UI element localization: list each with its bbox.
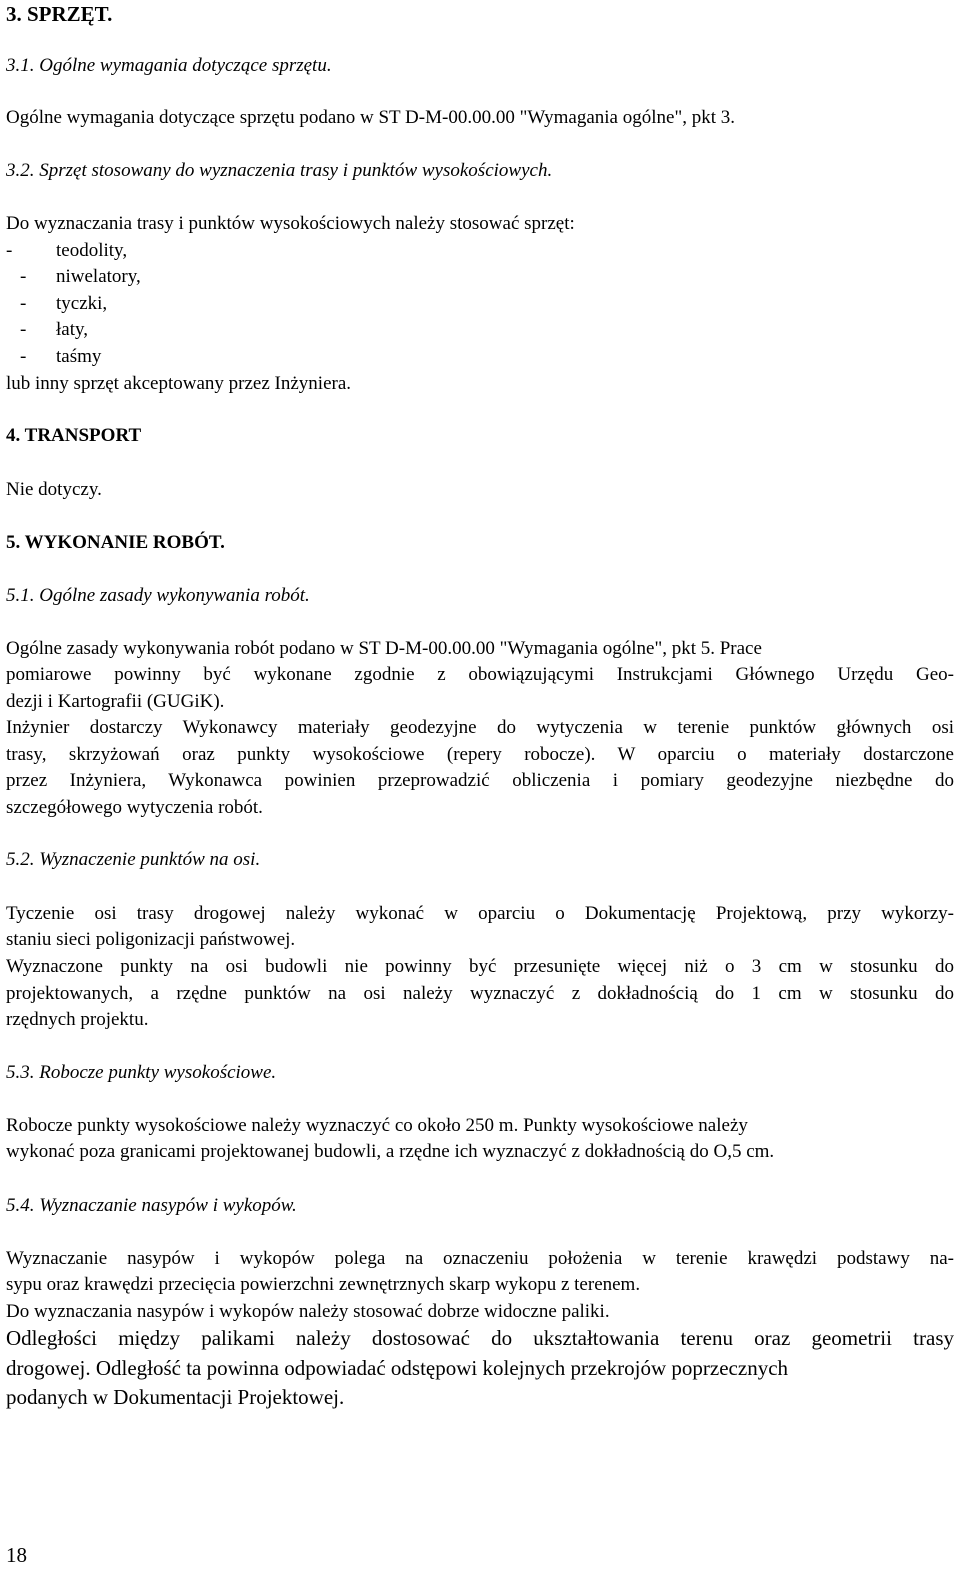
text-line: pomiarowe powinny być wykonane zgodnie z obowiązującymi Instrukcjami Głównego Urzędu Geo- (6, 664, 954, 685)
subsection-heading-5-4: 5.4. Wyznaczanie nasypów i wykopów. (6, 1195, 297, 1216)
list-dash: - (20, 346, 27, 367)
text-line: Wyznaczone punkty na osi budowli nie powinny być przesunięte więcej niż o 3 cm w stosunku do (6, 956, 954, 977)
list-item: niwelatory, (56, 266, 141, 287)
list-dash: - (20, 319, 27, 340)
text-line: Odległości między palikami należy dostosować do ukształtowania terenu oraz geometrii trasy (6, 1326, 954, 1350)
text-line: projektowanych, a rzędne punktów na osi należy wyznaczyć z dokładnością do 1 cm w stosunku do (6, 983, 954, 1004)
text-line: podanych w Dokumentacji Projektowej. (6, 1385, 345, 1409)
section-heading-5: 5. WYKONANIE ROBÓT. (6, 532, 225, 553)
subsection-heading-5-3: 5.3. Robocze punkty wysokościowe. (6, 1062, 277, 1083)
section-heading-3: 3. SPRZĘT. (6, 2, 113, 26)
text-line: staniu sieci poligonizacji państwowej. (6, 929, 296, 950)
list-dash: - (20, 293, 27, 314)
text-line: dezji i Kartografii (GUGiK). (6, 691, 225, 712)
subsection-heading-5-2: 5.2. Wyznaczenie punktów na osi. (6, 849, 261, 870)
list-item: łaty, (56, 319, 89, 340)
subsection-heading-5-1: 5.1. Ogólne zasady wykonywania robót. (6, 585, 310, 606)
subsection-heading-3-1: 3.1. Ogólne wymagania dotyczące sprzętu. (6, 55, 332, 76)
paragraph-3-2-outro: lub inny sprzęt akceptowany przez Inżyniera. (6, 373, 352, 394)
section-heading-4: 4. TRANSPORT (6, 425, 142, 446)
text-line: trasy, skrzyżowań oraz punkty wysokościowe (repery robocze). W oparciu o materiały dostarczone (6, 744, 954, 765)
list-item: teodolity, (56, 240, 128, 261)
list-item: tyczki, (56, 293, 108, 314)
text-line: drogowej. Odległość ta powinna odpowiadać odstępowi kolejnych przekrojów poprzecznych (6, 1356, 789, 1380)
subsection-heading-3-2: 3.2. Sprzęt stosowany do wyznaczenia trasy i punktów wysokościowych. (6, 160, 553, 181)
text-line: Inżynier dostarczy Wykonawcy materiały geodezyjne do wytyczenia w terenie punktów głównych osi (6, 717, 954, 738)
text-line: Wyznaczanie nasypów i wykopów polega na oznaczeniu położenia w terenie krawędzi podstawy na- (6, 1248, 954, 1269)
list-dash: - (6, 240, 13, 261)
paragraph-3-1: Ogólne wymagania dotyczące sprzętu podano w ST D-M-00.00.00 "Wymagania ogólne", pkt 3. (6, 107, 735, 128)
text-line: wykonać poza granicami projektowanej budowli, a rzędne ich wyznaczyć z dokładnością do O,5 cm. (6, 1141, 775, 1162)
text-line: rzędnych projektu. (6, 1009, 149, 1030)
text-line: Robocze punkty wysokościowe należy wyznaczyć co około 250 m. Punkty wysokościowe należy (6, 1115, 748, 1136)
text-line: przez Inżyniera, Wykonawca powinien przeprowadzić obliczenia i pomiary geodezyjne niezbędne do (6, 770, 954, 791)
list-item: taśmy (56, 346, 102, 367)
text-line: Ogólne zasady wykonywania robót podano w ST D-M-00.00.00 "Wymagania ogólne", pkt 5. Prace (6, 638, 762, 659)
page-number: 18 (6, 1543, 27, 1567)
text-line: Do wyznaczania nasypów i wykopów należy stosować dobrze widoczne paliki. (6, 1301, 610, 1322)
text-line: Tyczenie osi trasy drogowej należy wykonać w oparciu o Dokumentację Projektową, przy wykorzy- (6, 903, 954, 924)
list-dash: - (20, 266, 27, 287)
text-line: szczegółowego wytyczenia robót. (6, 797, 263, 818)
text-line: sypu oraz krawędzi przecięcia powierzchni zewnętrznych skarp wykopu z terenem. (6, 1274, 641, 1295)
paragraph-4: Nie dotyczy. (6, 479, 102, 500)
paragraph-3-2-intro: Do wyznaczania trasy i punktów wysokościowych należy stosować sprzęt: (6, 213, 575, 234)
